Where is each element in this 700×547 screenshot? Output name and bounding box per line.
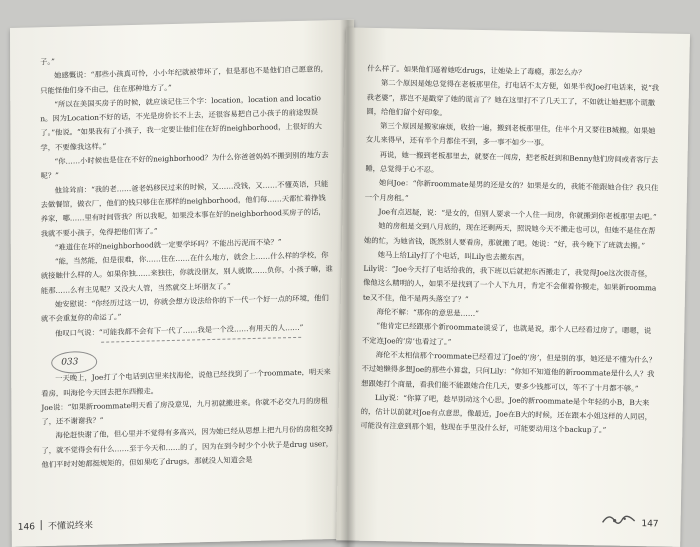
paragraph: 海伦不太相信那个roommate已经看过了Joe的‘房’，但是别的事，她还是不懂为什么？不过她懒得多想Joe的那些小算盘，只问Lily：“你知不知道他的新roommate是什么人？我想跟她打个商量，看我们能不能跟她合住几天，要多少钱都可以，等不了十月都不够。” bbox=[361, 349, 657, 393]
right-page bbox=[336, 27, 690, 547]
paragraph: 第三个原因是搬家麻烦，收拾一遍，搬到老板那里住，住半个月又要往B城搬。如果她女儿来得早，还有半个月都住不到，多一事不如少一事。 bbox=[365, 121, 656, 148]
right-folio bbox=[641, 519, 658, 529]
folio-separator bbox=[41, 520, 42, 530]
paragraph: 她问Joe：“你新roommate是男的还是女的？如果是女的，我能不能跟她合住？我只住一个月房租。” bbox=[364, 178, 659, 203]
paragraph: 她的房租是交到八月底的，现在还剩两天，照说她今天不搬走也可以，但她不是住在帮她的忙，为她省钱，既然别人要看房，那就搬了吧。她说：“好，我今晚下了班就去搬。” bbox=[363, 221, 656, 250]
paragraph: 一天晚上，Joe打了个电话到店里来找海伦，说他已经找到了一个roommate，明天来看房，叫海伦今天回去把东西搬走。 bbox=[41, 367, 331, 398]
left-running-title: 不懂说终来 bbox=[47, 520, 93, 532]
paragraph: Lily说：“你算了吧，趁早别动这个心思，Joe的新roommate是个年轻的小B，B大来的，估计以前就对Joe有点意思，像最近，Joe在B大的时候，还在跟本小姐这样的人同居，可能没有注意到那个姐，他现在手里没什么好，可能要动用这个backup了。” bbox=[360, 392, 653, 435]
paragraph: “他肯定已经跟那个新roommate谈妥了，也就是说，那个人已经看过房了。嗯嗯，说不定连Joe的‘房’也看过了。” bbox=[361, 321, 652, 347]
left-page-number: 146 bbox=[17, 522, 35, 533]
decorative-ornament-icon bbox=[600, 510, 636, 529]
left-page-text bbox=[40, 48, 334, 472]
paragraph: “所以在美国买房子的时候，就应该记住三个字：location，location and location。因为Location不好的话，不光是房价长不上去，还很容易把自己小孩子的前途毁误了。”他说。“如果我有了小孩子，我一定要让他们住在好的neighborhood，上很好的大学，不要像我这样。” bbox=[40, 93, 322, 153]
paragraph: “难道住在坏的neighborhood就一定要学坏吗？不能出污泥而不染？” bbox=[54, 237, 282, 252]
paragraph: 第二个原因是她总觉得在老板那里住，打电话不太方便，如果半夜Joe打电话来，说“我我老婆”，那岂不是戳穿了她的谎言了？她在这里打不了几天工了，不如就让她把那个谎撒圆，给他们留个好印象。 bbox=[366, 78, 660, 118]
paragraph: 再说，她一搬到老板那里去，就要在一间房，把老板赶到和Benny他们房间或者客厅去睡，总觉得于心不忍。 bbox=[365, 149, 659, 175]
paragraph: “能，当然能，但是很难，你……住在……在什么地方，就会上……什么样的学校，你就接触什么样的人。如果你独……来独往，你就没朋友，别人就欺……负你，小孩子嘛，谁能那……么有主见呢？又没大人管，当然就交上坏朋友了。” bbox=[40, 250, 333, 295]
paragraph: 海伦赶快谢了他，但心里并不觉得有多高兴，因为她已经从思想上把九月份的房租交掉了，就不觉得会有什么……至于今天和……的了，因为在到今时少个小伙子是drug user，他们平时对她都挺规矩的，但如果吃了drugs，那就没人知道会是 bbox=[41, 424, 334, 470]
paragraph: Joe说：“如果新roommate明天看了房没意见，九月初就搬进来。你就不必交九月的房租了，还不谢谢我？” bbox=[41, 395, 328, 427]
paragraph: 海伦不解：“那你的意思是……” bbox=[376, 307, 480, 319]
chapter-number-mark: 033 bbox=[61, 355, 78, 370]
paragraph: 什么样了。如果他们逼着她吃drugs，让她染上了毒瘾，那怎么办？ bbox=[367, 63, 586, 78]
paragraph: 她马上给Lily打了个电话，叫Lily也去搬东西。 bbox=[377, 249, 530, 262]
right-page-number: 147 bbox=[641, 519, 659, 530]
left-page bbox=[10, 20, 356, 547]
paragraph: Joe有点迟疑，说：“是女的，但别人要求一个人住一间房，你就搬到你老板那里去吧。” bbox=[378, 207, 657, 222]
paragraph: 子。” bbox=[40, 56, 55, 67]
paragraph: 他耸耸肩：“我的老……爸老妈移民过来的时候，又……没钱，又……不懂英语，只能去做餐馆，做衣厂，他们的钱只够住在那样的neighborhood，他们每……天都忙着挣钱养家，哪……里有时间管我？所以我呢，如果没本事在好的neighborhood买房子的话，我就不要小孩子，免得把他们害了。” bbox=[40, 178, 329, 238]
paragraph: 她安慰说：“你经历过这一切，你就会想方设法给你的下一代一个好一点的环境，他们就不会重复你的命运了。” bbox=[41, 293, 329, 324]
paragraph: “你……小时候也是住在不好的neighborhood？为什么你爸爸妈妈不搬到别的地方去呢？” bbox=[40, 150, 329, 181]
paragraph: 她感慨说：“那些小孩真可怜，小小年纪就被带坏了，但是那也不是他们自己愿意的，只能怪他们身不由己，住在那种地方了。” bbox=[40, 64, 328, 95]
right-page-text bbox=[360, 62, 663, 439]
paragraph: Lily说：“Joe今天打了电话给我的，我下班以后就把东西搬走了，我觉得Joe这次很奇怪，像他这么精明的人，如果不是找到了一个人下九月，肯定不会催着你搬走，如果新roommate又不住，他不是两头落空了？” bbox=[362, 263, 657, 304]
paragraph: 他叹口气说：“可能我都不会有下一代了……我是一个没……有用天的人……” bbox=[55, 322, 304, 338]
left-folio bbox=[18, 518, 93, 533]
